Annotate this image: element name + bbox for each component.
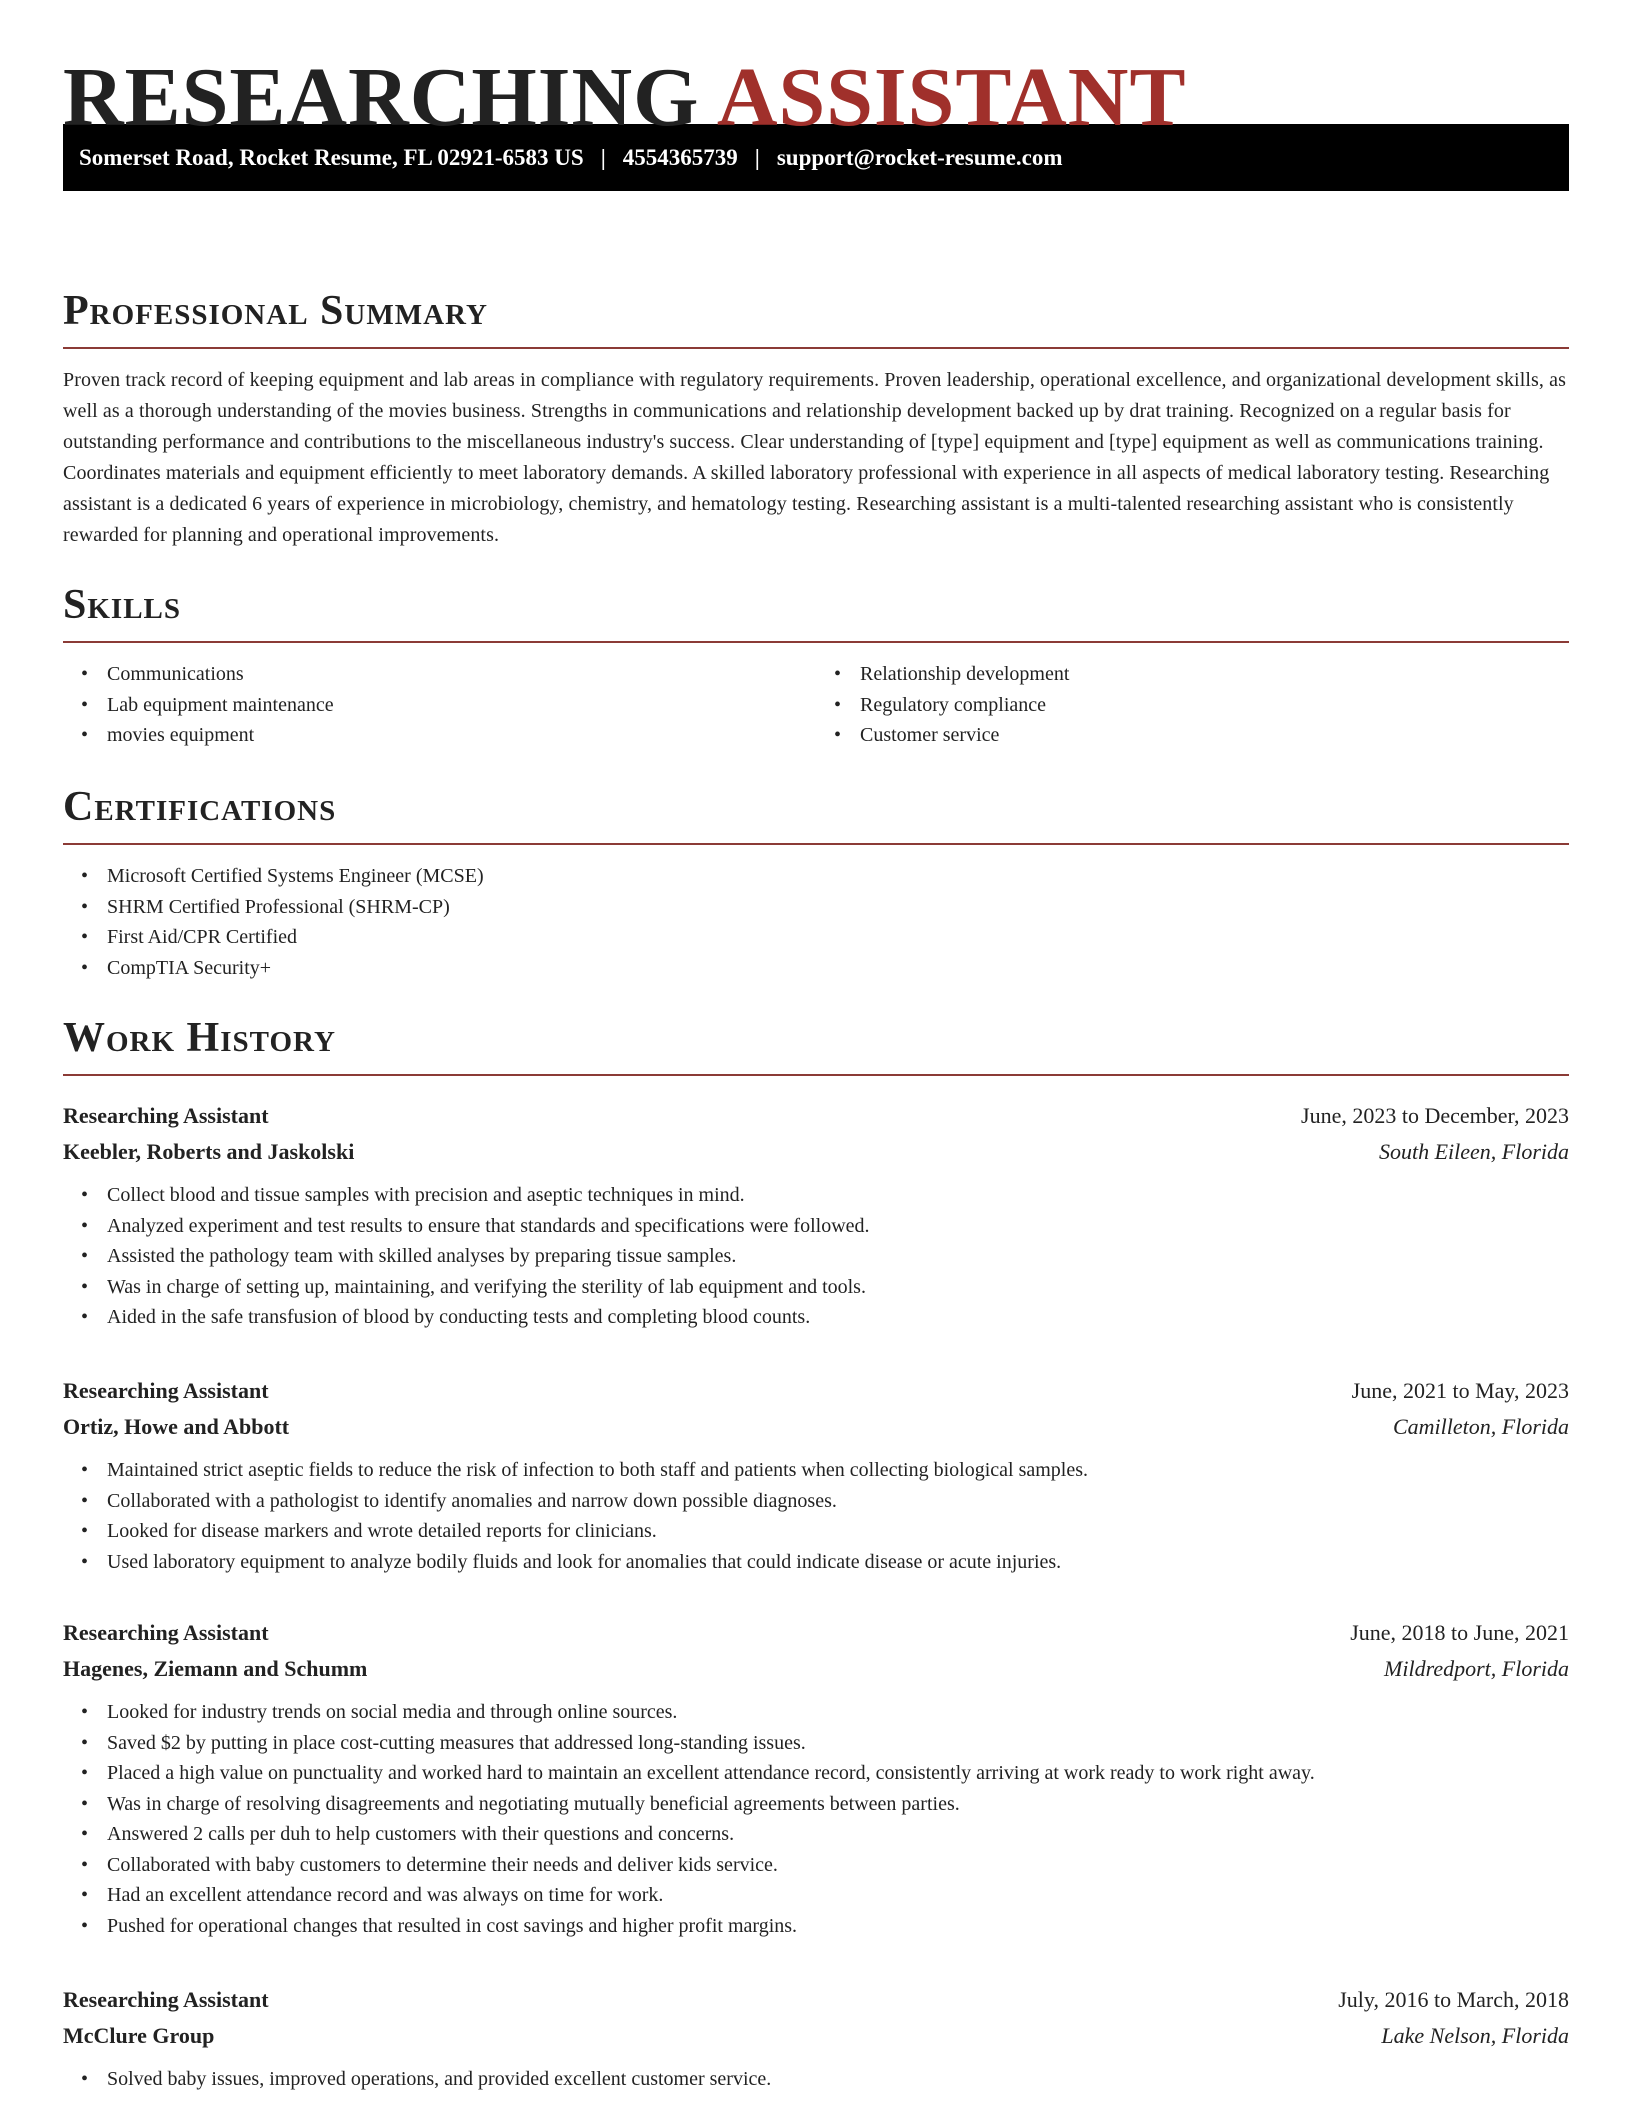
job-location: Camilleton, Florida [1393,1414,1569,1439]
job-location: Mildredport, Florida [1384,1656,1569,1681]
job-company: Ortiz, Howe and Abbott [63,1414,290,1439]
job-bullet: • Placed a high value on punctuality and worked hard to maintain an excellent attendance record, consistently arriving at work ready to work right away. [63,1758,1569,1789]
certifications-heading: Certifications [63,784,337,830]
work-section [63,1017,1569,1076]
job-bullet: • Aided in the safe transfusion of blood by conducting tests and completing blood counts. [63,1302,1569,1333]
job-entry [63,1373,1569,1577]
skills-heading: Skills [63,582,182,628]
skills-section [63,584,1569,751]
job-title: Researching Assistant [63,1378,269,1403]
job-title: Researching Assistant [63,1987,269,2012]
job-bullet: • Collect blood and tissue samples with precision and aseptic techniques in mind. [63,1180,1569,1211]
certification-item: • CompTIA Security+ [63,953,1569,984]
job-bullet: • Analyzed experiment and test results to ensure that standards and specifications were followed. [63,1211,1569,1242]
certification-item: • First Aid/CPR Certified [63,922,1569,953]
name-last: ASSISTANT [716,51,1187,144]
job-dates: June, 2018 to June, 2021 [1350,1620,1569,1645]
job-bullet: • Was in charge of resolving disagreements and negotiating mutually beneficial agreements between parties. [63,1789,1569,1820]
summary-heading: Professional Summary [63,288,488,334]
job-bullet: • Pushed for operational changes that resulted in cost savings and higher profit margins. [63,1911,1569,1942]
summary-section [63,290,1569,551]
job-dates: June, 2021 to May, 2023 [1351,1378,1569,1403]
skill-item: • Regulatory compliance [816,690,1569,721]
job-entry [63,1982,1569,2095]
summary-text: Proven track record of keeping equipment and lab areas in compliance with regulatory requirements. Proven leadership, operational excellence, and organizational development skills, as well as a thorough understanding of the movies business. Strengths in communications and relationship development backed up by drat training. Recognized on a regular basis for outstanding performance and contributions to the miscellaneous industry's success. Clear understanding of [type] equipment and [type] equipment as well as communications training. Coordinates materials and equipment efficiently to meet laboratory demands. A skilled laboratory professional with experience in all aspects of medical laboratory testing. Researching assistant is a dedicated 6 years of experience in microbiology, chemistry, and hematology testing. Researching assistant is a multi-talented researching assistant who is consistently rewarded for planning and operational improvements. [63,369,1566,546]
job-company: McClure Group [63,2023,215,2048]
job-bullet: • Maintained strict aseptic fields to reduce the risk of infection to both staff and patients when collecting biological samples. [63,1455,1569,1486]
resume-name [63,0,1569,144]
skill-item: • Relationship development [816,659,1569,690]
job-title: Researching Assistant [63,1620,269,1645]
job-bullet: • Looked for disease markers and wrote detailed reports for clinicians. [63,1516,1569,1547]
job-bullet: • Had an excellent attendance record and was always on time for work. [63,1880,1569,1911]
contact-email[interactable]: support@rocket-resume.com [776,144,1063,170]
job-dates: July, 2016 to March, 2018 [1338,1987,1569,2012]
job-location: South Eileen, Florida [1378,1139,1569,1164]
job-entry [63,1615,1569,1941]
job-bullet: • Used laboratory equipment to analyze bodily fluids and look for anomalies that could indicate disease or acute injuries. [63,1547,1569,1578]
section-divider [63,641,1569,643]
job-bullet: • Collaborated with baby customers to determine their needs and deliver kids service. [63,1850,1569,1881]
contact-address: Somerset Road, Rocket Resume, FL 02921-6583 US [79,144,584,170]
job-location: Lake Nelson, Florida [1381,2023,1569,2048]
section-divider [63,843,1569,845]
job-entry [63,1098,1569,1333]
certification-item: • Microsoft Certified Systems Engineer (MCSE) [63,861,1569,892]
skills-column-right [816,659,1569,751]
contact-phone: 4554365739 [622,144,738,170]
work-heading: Work History [63,1015,336,1061]
certification-item: • SHRM Certified Professional (SHRM-CP) [63,892,1569,923]
section-divider [63,347,1569,349]
job-bullet: • Was in charge of setting up, maintaining, and verifying the sterility of lab equipment and tools. [63,1272,1569,1303]
job-company: Hagenes, Ziemann and Schumm [63,1656,368,1681]
job-bullet: • Saved $2 by putting in place cost-cutting measures that addressed long-standing issues. [63,1728,1569,1759]
skills-grid [63,659,1569,751]
name-first: RESEARCHING [63,51,700,144]
contact-separator: | [600,144,606,170]
job-dates: June, 2023 to December, 2023 [1301,1103,1569,1128]
skill-item: • Communications [63,659,816,690]
skills-column-left [63,659,816,751]
job-bullet: • Collaborated with a pathologist to identify anomalies and narrow down possible diagnoses. [63,1486,1569,1517]
contact-separator: | [754,144,760,170]
certifications-section [63,786,1569,983]
job-bullet: • Solved baby issues, improved operations, and provided excellent customer service. [63,2064,1569,2095]
job-company: Keebler, Roberts and Jaskolski [63,1139,355,1164]
skill-item: • movies equipment [63,720,816,751]
skill-item: • Customer service [816,720,1569,751]
job-bullet: • Assisted the pathology team with skilled analyses by preparing tissue samples. [63,1241,1569,1272]
job-bullet: • Looked for industry trends on social media and through online sources. [63,1697,1569,1728]
job-bullet: • Answered 2 calls per duh to help customers with their questions and concerns. [63,1819,1569,1850]
job-title: Researching Assistant [63,1103,269,1128]
skill-item: • Lab equipment maintenance [63,690,816,721]
section-divider [63,1074,1569,1076]
